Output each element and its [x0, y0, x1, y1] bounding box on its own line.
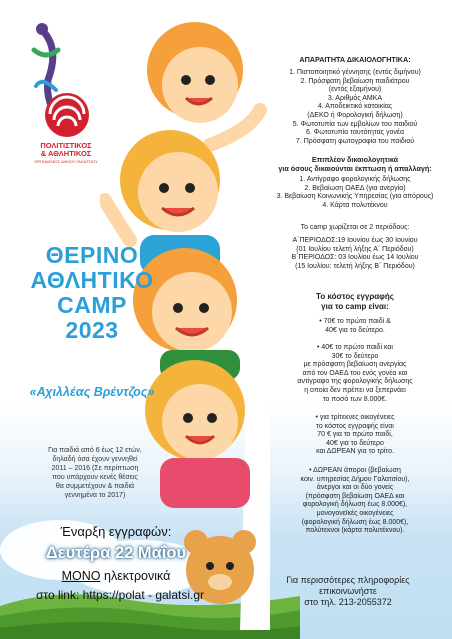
- periods-intro: Το camp χωρίζεται σε 2 περιόδους:: [300, 224, 410, 231]
- cost-line: και ΔΩΡΕΑΝ για το τρίτο.: [316, 448, 394, 456]
- extra-document-item: 4. Κάρτα πολυτέκνου: [322, 201, 388, 209]
- club-emblem-icon: [42, 90, 92, 140]
- extra-documents-heading: [260, 156, 450, 173]
- period-line: (01 Ιουλίου τελετή λήξης Α΄ Περιόδου): [296, 245, 414, 253]
- document-item: 1. Πιστοποιητικό γέννησης (εντός διμήνου): [289, 69, 421, 76]
- title-line3: CAMP: [57, 292, 127, 318]
- cost-item: [260, 467, 450, 536]
- period-line: Α΄ΠΕΡΙΟΔΟΣ:19 Ιουνίου έως 30 Ιουνίου: [292, 237, 418, 244]
- cost-line: 30€ το δεύτερο: [331, 352, 379, 360]
- document-item: 6. Φωτοτυπία ταυτότητας γονέα: [305, 129, 404, 137]
- periods-list: [260, 237, 450, 271]
- ages-note-line: 2011 – 2016 (Σε περίπτωση: [51, 465, 139, 472]
- cost-item: [260, 318, 450, 335]
- cost-heading: [260, 292, 450, 312]
- registration-link[interactable]: στο link: https://polat - galatsi.gr: [35, 588, 205, 602]
- document-item: 2. Πρόσφατη βεβαίωση παιδιάτρου: [300, 77, 410, 85]
- online-only-suffix: ηλεκτρονικά: [100, 569, 171, 583]
- title-line2: ΑΘΛΗΤΙΚΟ: [30, 267, 154, 293]
- document-item: 5. Φωτοτυπία των εμβολίων του παιδιού: [292, 120, 418, 128]
- document-item: 4. Αποδεικτικό κατοικίας: [317, 103, 393, 111]
- cost-line: 70 € για το πρώτο παιδί,: [317, 431, 393, 439]
- extra-document-item: 1. Αντίγραφο φορολογικής δήλωσης: [299, 176, 411, 183]
- ages-note-line: δηλαδή όσα έχουν γεννηθεί: [52, 456, 138, 463]
- period-line: Β΄ΠΕΡΙΟΔΟΣ: 03 Ιουλίου έως 14 Ιουλίου: [291, 254, 419, 262]
- title-line4: 2023: [65, 317, 119, 343]
- cost-line: κοιν. υπηρεσίας Δήμου Γαλατσίου),: [300, 475, 410, 483]
- cost-line: από τον ΟΑΕΔ του ενός γονέα και: [302, 369, 408, 377]
- cost-line: (φορολογική δήλωση έως 8.000€),: [301, 518, 409, 526]
- documents-list: [260, 69, 450, 146]
- registration-date: Δευτέρα 22 Μαΐου: [45, 544, 187, 562]
- extra-heading-line: για όσους δικαιούνται έκπτωση ή απαλλαγή:: [278, 163, 432, 173]
- ages-note: [22, 446, 168, 500]
- cost-line: • για τρίτεκνες οικογένειες: [315, 414, 395, 421]
- cost-line: 40€ για το δεύτερο: [326, 439, 384, 447]
- document-item: 3. Αριθμός ΑΜΚΑ: [327, 94, 383, 102]
- contact-phone[interactable]: στο τηλ. 213-2055372: [304, 597, 392, 607]
- title-line1: ΘΕΡΙΝΟ: [45, 242, 139, 268]
- cost-line: πολύτεκνοι (κάρτα πολυτέκνου).: [305, 527, 405, 535]
- cost-item: [260, 414, 450, 457]
- registration-start-label: Έναρξη εγγραφών:: [60, 524, 172, 539]
- cost-line: αντίγραφο της φορολογικής δήλωσης: [297, 378, 413, 386]
- extra-document-item: 2. Βεβαίωση ΟΑΕΔ (για ανεργία): [304, 184, 406, 192]
- contact-line: επικοινωνήστε: [319, 586, 377, 596]
- cost-heading-line: για το camp είναι:: [321, 302, 389, 311]
- club-name-line2: & ΑΘΛΗΤΙΚΟΣ: [40, 149, 92, 158]
- documents-heading: ΑΠΑΡΑΙΤΗΤΑ ΔΙΚΑΙΟΛΟΓΗΤΙΚΑ:: [299, 55, 411, 64]
- cost-line: 40€ για το δεύτερο.: [325, 326, 385, 334]
- document-item: (εντός εξαμήνου): [328, 86, 382, 94]
- ages-note-line: που υπάρχουν κενές θέσεις: [52, 474, 138, 481]
- cost-line: με πρόσφατη βεβαίωση ανεργίας: [303, 361, 407, 369]
- club-name-line1: ΠΟΛΙΤΙΣΤΙΚΟΣ: [40, 141, 92, 150]
- ages-note-line: θα συμμετέχουν & παιδιά: [55, 483, 135, 490]
- registration-online-only: [16, 569, 216, 583]
- cost-line: άνεργοι και οι δύο γονείς: [316, 484, 394, 492]
- online-only-emphasis: ΜΟΝΟ: [61, 569, 101, 583]
- cost-line: • 40€ το πρώτο παιδί και: [317, 344, 393, 351]
- cost-line: το ποσό των 8.000€.: [322, 395, 388, 403]
- ages-note-line: Για παιδιά από 6 έως 12 ετών,: [48, 447, 142, 454]
- cost-line: το κόστος εγγραφής είναι: [316, 422, 394, 430]
- contact-info: [246, 575, 450, 608]
- ages-note-line: γεννημένα το 2017): [64, 492, 126, 499]
- camp-title: [22, 243, 162, 343]
- cost-item: [260, 344, 450, 404]
- cost-line: • 70€ το πρώτο παιδί &: [319, 318, 391, 325]
- cost-line: (πρόσφατη βεβαίωση ΟΑΕΔ και: [305, 492, 405, 500]
- extra-document-item: 3. Βεβαίωση Κοινωνικής Υπηρεσίας (για απόρους): [276, 193, 434, 201]
- document-item: 7. Πρόσφατη φωτογραφία του παιδιού: [295, 137, 415, 145]
- cost-line: • ΔΩΡΕΑΝ άποροι (βεβαίωση: [309, 467, 401, 474]
- contact-line: Για περισσότερες πληροφορίες: [286, 575, 410, 585]
- cost-line: μονογονεϊκές οικογένειες: [316, 509, 394, 517]
- club-name-sub: ΟΡΓΑΝΙΣΜΟΣ ΔΗΜΟΥ ΓΑΛΑΤΣΙΟΥ: [34, 159, 98, 164]
- extra-documents-list: [260, 176, 450, 210]
- cost-line: φορολογική δήλωση έως 8.000€),: [302, 501, 408, 509]
- extra-heading-line: Επιπλέον δικαιολογητικά: [311, 155, 399, 164]
- club-logo: [20, 80, 100, 190]
- cost-heading-line: Το κόστος εγγραφής: [316, 292, 394, 301]
- document-item: (ΔΕΚΟ ή Φορολογική δήλωση): [307, 111, 403, 119]
- camp-subtitle: «Αχιλλέας Βρέντζος»: [29, 385, 155, 399]
- cost-line: η οποία δεν πρέπει να ξεπερνάει: [304, 386, 406, 394]
- period-line: (15 Ιουλίου: τελετή λήξης Β΄ Περιόδου): [295, 262, 415, 270]
